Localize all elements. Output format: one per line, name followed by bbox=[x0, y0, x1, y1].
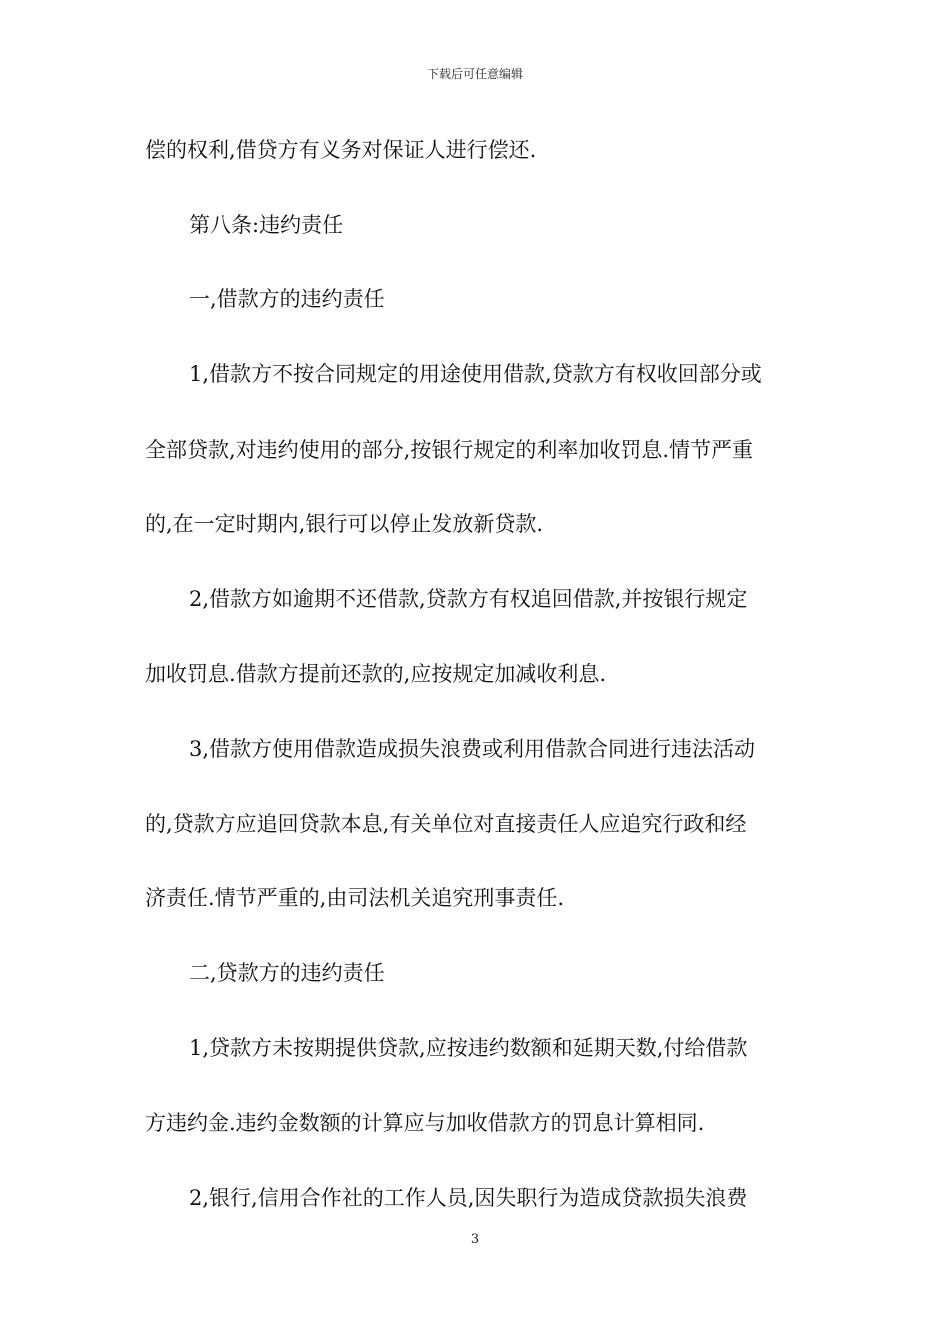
page-header: 下载后可任意编辑 bbox=[426, 67, 523, 81]
text-line: 3,借款方使用借款造成损失浪费或利用借款合同进行违法活动 bbox=[189, 737, 756, 761]
text-line: 全部贷款,对违约使用的部分,按银行规定的利率加收罚息.情节严重 bbox=[145, 438, 754, 462]
subsection-heading: 二,贷款方的违约责任 bbox=[189, 961, 385, 985]
text-line: 的,在一定时期内,银行可以停止发放新贷款. bbox=[145, 512, 544, 536]
text-line: 方违约金.违约金数额的计算应与加收借款方的罚息计算相同. bbox=[145, 1111, 705, 1135]
text-line: 加收罚息.借款方提前还款的,应按规定加减收利息. bbox=[145, 662, 607, 686]
text-line: 2,银行,信用合作社的工作人员,因失职行为造成贷款损失浪费 bbox=[189, 1186, 748, 1210]
text-line: 偿的权利,借贷方有义务对保证人进行偿还. bbox=[145, 138, 537, 162]
page-number: 3 bbox=[470, 1232, 480, 1247]
text-line: 2,借款方如逾期不还借款,贷款方有权追回借款,并按银行规定 bbox=[189, 587, 748, 611]
subsection-heading: 一,借款方的违约责任 bbox=[189, 287, 385, 311]
text-line: 1,贷款方未按期提供贷款,应按违约数额和延期天数,付给借款 bbox=[189, 1036, 748, 1060]
text-line: 1,借款方不按合同规定的用途使用借款,贷款方有权收回部分或 bbox=[189, 362, 762, 386]
section-heading: 第八条:违约责任 bbox=[189, 213, 344, 237]
text-line: 的,贷款方应追回贷款本息,有关单位对直接责任人应追究行政和经 bbox=[145, 812, 747, 836]
text-line: 济责任.情节严重的,由司法机关追究刑事责任. bbox=[145, 886, 565, 910]
